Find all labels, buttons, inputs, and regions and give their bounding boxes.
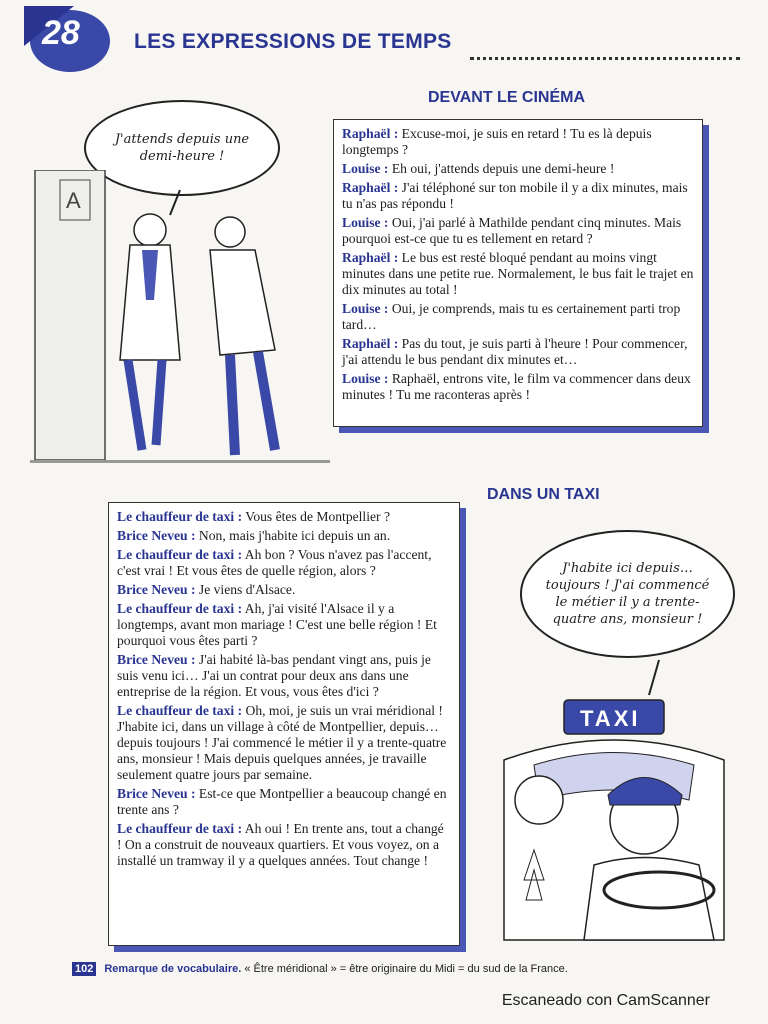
speaker-name: Brice Neveu : xyxy=(117,582,196,597)
cinema-line xyxy=(342,126,694,158)
taxi-speech-bubble xyxy=(520,530,735,658)
speaker-name: Brice Neveu : xyxy=(117,528,196,543)
speaker-name: Le chauffeur de taxi : xyxy=(117,601,243,616)
speaker-name: Brice Neveu : xyxy=(117,786,196,801)
cinema-dialog-box xyxy=(333,119,703,427)
speaker-name: Le chauffeur de taxi : xyxy=(117,547,243,562)
lesson-number: 28 xyxy=(42,14,80,52)
line-text: Vous êtes de Montpellier ? xyxy=(242,509,390,524)
line-text: J'ai habité là-bas pendant vingt ans, puis je suis venu ici… J'ai un contrat pour deux ans dans une entreprise de la région. Et vous, vous êtes d'ici ? xyxy=(117,652,431,699)
speaker-name: Raphaël : xyxy=(342,180,399,195)
cinema-line xyxy=(342,250,694,298)
note-label: Remarque de vocabulaire. xyxy=(104,963,242,975)
vocabulary-note xyxy=(72,962,568,976)
speaker-name: Raphaël : xyxy=(342,336,399,351)
line-text: Oui, je comprends, mais tu es certainement parti trop tard… xyxy=(342,301,681,332)
page-title: LES EXPRESSIONS DE TEMPS xyxy=(134,30,452,53)
cinema-illustration xyxy=(30,170,330,470)
taxi-line xyxy=(117,582,451,598)
line-text: Excuse-moi, je suis en retard ! Tu es là depuis longtemps ? xyxy=(342,126,652,157)
line-text: Oui, j'ai parlé à Mathilde pendant cinq minutes. Mais pourquoi est-ce que tu es tellement en retard ? xyxy=(342,215,682,246)
cinema-line xyxy=(342,161,694,177)
line-text: Ah bon ? Vous n'avez pas l'accent, c'est vrai ! Et vous êtes de quelle région, alors ? xyxy=(117,547,432,578)
line-text: Est-ce que Montpellier a beaucoup changé en trente ans ? xyxy=(117,786,447,817)
taxi-bubble-text: J'habite ici depuis… toujours ! J'ai commencé le métier il y a trente-quatre ans, monsieur ! xyxy=(545,561,710,627)
cinema-heading: DEVANT LE CINÉMA xyxy=(428,89,586,106)
taxi-line xyxy=(117,509,451,525)
line-text: J'ai téléphoné sur ton mobile il y a dix minutes, mais tu n'as pas répondu ! xyxy=(342,180,688,211)
scanner-watermark: Escaneado con CamScanner xyxy=(501,992,710,1009)
taxi-line xyxy=(117,528,451,544)
taxi-illustration xyxy=(484,650,744,950)
taxi-line xyxy=(117,821,451,869)
cinema-line xyxy=(342,371,694,403)
line-text: Ah oui ! En trente ans, tout a changé ! On a construit de nouveaux quartiers. Et vous voyez, on a installé un tramway il y a quelques années. Tout change ! xyxy=(117,821,444,868)
taxi-line xyxy=(117,652,451,700)
line-text: Pas du tout, je suis parti à l'heure ! Pour commencer, j'ai attendu le bus pendant dix minutes et… xyxy=(342,336,688,367)
svg-text:A: A xyxy=(66,188,81,213)
speaker-name: Louise : xyxy=(342,301,389,316)
speaker-name: Le chauffeur de taxi : xyxy=(117,703,243,718)
speaker-name: Louise : xyxy=(342,215,389,230)
speaker-name: Brice Neveu : xyxy=(117,652,196,667)
line-text: Raphaël, entrons vite, le film va commencer dans deux minutes ! Tu me raconteras après ! xyxy=(342,371,691,402)
speaker-name: Le chauffeur de taxi : xyxy=(117,821,243,836)
speaker-name: Louise : xyxy=(342,371,389,386)
note-text: « Être méridional » = être originaire du Midi = du sud de la France. xyxy=(241,963,568,975)
line-text: Le bus est resté bloqué pendant au moins vingt minutes dans une petite rue. Normalement, le bus fait le trajet en dix minutes au total ! xyxy=(342,250,694,297)
line-text: Oh, moi, je suis un vrai méridional ! J'habite ici, dans un village à côté de Montpellier, depuis… depuis toujours ! J'ai commencé le métier il y a trente-quatre ans, monsieur ! Mais depuis quelques années, je travaille seulement quatre jours par semaine. xyxy=(117,703,447,782)
taxi-dialog-box xyxy=(108,502,460,946)
line-text: Non, mais j'habite ici depuis un an. xyxy=(195,528,391,543)
cinema-line xyxy=(342,336,694,368)
line-text: Ah, j'ai visité l'Alsace il y a longtemps, avant mon mariage ! C'est une belle région ! Et pourquoi vous êtes parti ? xyxy=(117,601,437,648)
cinema-bubble-text: J'attends depuis une demi-heure ! xyxy=(114,132,250,164)
cinema-line xyxy=(342,215,694,247)
cinema-line xyxy=(342,180,694,212)
cinema-line xyxy=(342,301,694,333)
speaker-name: Le chauffeur de taxi : xyxy=(117,509,243,524)
title-dotted-rule xyxy=(470,57,740,60)
taxi-line xyxy=(117,547,451,579)
taxi-line xyxy=(117,703,451,783)
speaker-name: Louise : xyxy=(342,161,389,176)
speaker-name: Raphaël : xyxy=(342,250,399,265)
taxi-heading: DANS UN TAXI xyxy=(487,486,600,503)
taxi-line xyxy=(117,786,451,818)
speaker-name: Raphaël : xyxy=(342,126,399,141)
line-text: Eh oui, j'attends depuis une demi-heure ! xyxy=(388,161,615,176)
taxi-line xyxy=(117,601,451,649)
line-text: Je viens d'Alsace. xyxy=(195,582,296,597)
page-number: 102 xyxy=(72,962,96,976)
taxi-sign-text: TAXI xyxy=(580,706,641,731)
